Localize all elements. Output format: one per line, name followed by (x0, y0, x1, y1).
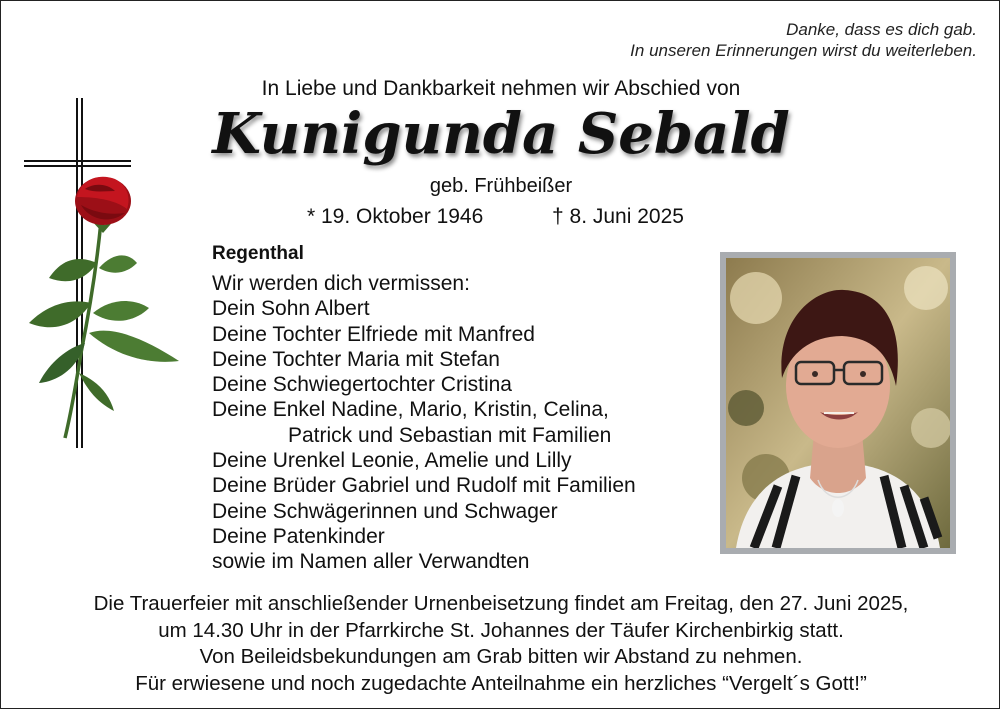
funeral-notice (1, 591, 1000, 697)
notice-line: Die Trauerfeier mit anschließender Urnenbeisetzung findet am Freitag, den 27. Juni 2025, (93, 592, 909, 615)
notice-line: Von Beileidsbekundungen am Grab bitten wir Abstand zu nehmen. (199, 645, 803, 668)
motto-line: In unseren Erinnerungen wirst du weiterleben. (630, 41, 977, 60)
motto (630, 19, 977, 61)
list-item: Wir werden dich vermissen: (212, 272, 470, 295)
list-item: Deine Schwägerinnen und Schwager (212, 499, 558, 523)
notice-line: Für erwiesene und noch zugedachte Anteilnahme ein herzliches “Vergelt´s Gott!” (135, 671, 867, 695)
birth-name: geb. Frühbeißer (429, 175, 573, 197)
list-item: Deine Schwiegertochter Cristina (212, 373, 512, 397)
notice-line: um 14.30 Uhr in der Pfarrkirche St. Johannes der Täufer Kirchenbirkig statt. (158, 618, 844, 642)
place-of-residence: Regenthal (212, 243, 304, 264)
list-item: Deine Brüder Gabriel und Rudolf mit Familien (212, 474, 636, 498)
list-item: Deine Enkel Nadine, Mario, Kristin, Celina, (212, 398, 609, 422)
mourners-list (212, 271, 636, 575)
list-item: Patrick und Sebastian mit Familien (288, 423, 612, 447)
portrait-photo (720, 252, 956, 554)
list-item: Dein Sohn Albert (212, 297, 370, 321)
motto-line: Danke, dass es dich gab. (786, 20, 977, 39)
deceased-name: Kunigunda Sebald (212, 101, 790, 167)
list-item: Deine Tochter Maria mit Stefan (212, 347, 500, 371)
death-date: † 8. Juni 2025 (552, 205, 684, 228)
birth-date: * 19. Oktober 1946 (307, 205, 484, 228)
intro-text: In Liebe und Dankbarkeit nehmen wir Abschied von (261, 77, 741, 100)
portrait-image (726, 258, 950, 548)
list-item: Deine Tochter Elfriede mit Manfred (212, 322, 535, 346)
list-item: Deine Urenkel Leonie, Amelie und Lilly (212, 449, 572, 473)
list-item: Deine Patenkinder (212, 524, 385, 548)
list-item: sowie im Namen aller Verwandten (212, 550, 530, 574)
